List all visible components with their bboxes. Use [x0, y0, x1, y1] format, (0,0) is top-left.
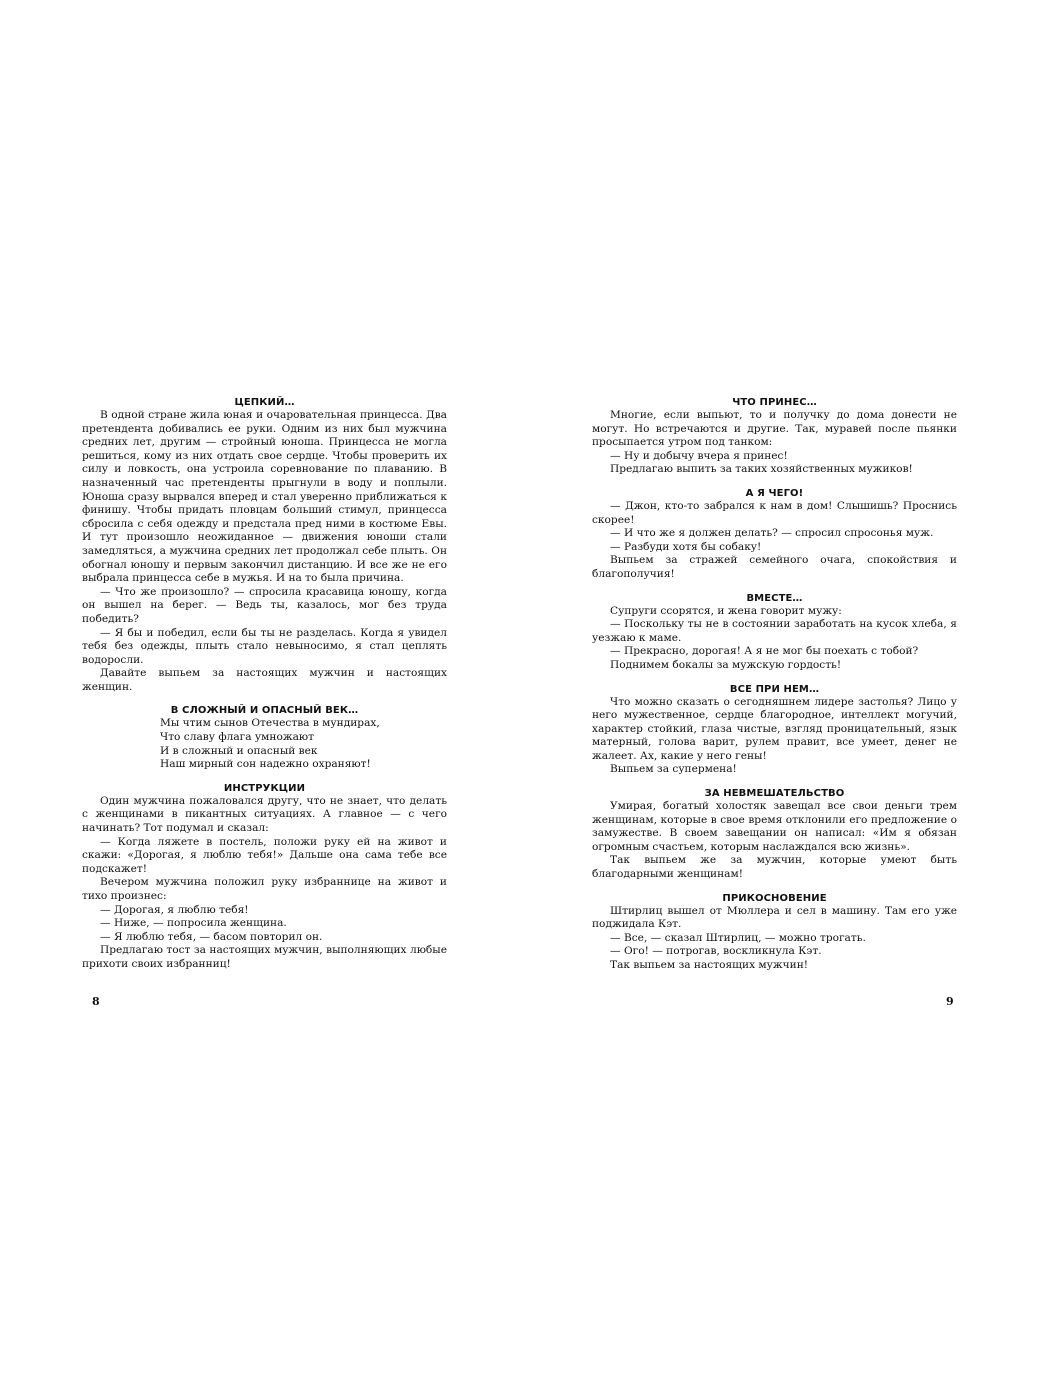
story-instruktsii: [82, 782, 447, 972]
story-paragraph: — Я бы и победил, если бы ты не разделась. Когда я увидел тебя без одежды, плыть стало невыносимо, я стал цеплять водоросли.: [82, 626, 447, 666]
story-title: ЗА НЕВМЕШАТЕЛЬСТВО: [704, 788, 845, 800]
story-prikosnovenie: [592, 892, 957, 973]
story-vmeste: [592, 592, 957, 673]
story-paragraph: — Дорогая, я люблю тебя!: [100, 903, 249, 916]
story-paragraph: Штирлиц вышел от Мюллера и сел в машину. Там его уже поджидала Кэт.: [592, 904, 957, 931]
story-chto-prines: [592, 396, 957, 477]
story-title: ИНСТРУКЦИИ: [223, 782, 306, 794]
story-paragraph: Выпьем за супермена!: [610, 763, 737, 776]
story-paragraph: Так выпьем же за мужчин, которые умеют быть благодарными женщинам!: [592, 854, 957, 881]
story-vse-pri-nem: [592, 683, 957, 778]
poem-line: И в сложный и опасный век: [160, 744, 318, 757]
story-paragraph: Вечером мужчина положил руку избраннице на живот и тихо произнес:: [82, 876, 447, 902]
story-paragraph: — Ну и добычу вчера я принес!: [610, 449, 788, 462]
story-title: ЦЕПКИЙ…: [234, 397, 295, 408]
story-paragraph: Предлагаю тост за настоящих мужчин, выполняющих любые прихоти своих избранниц!: [82, 944, 447, 970]
story-paragraph: В одной стране жила юная и очаровательная принцесса. Два претендента добивались ее руки. Одним из них был мужчина средних лет, другим — стройный юноша. Принцесса не могла решиться, кому из них отдать свое сердце. Чтобы проверить их силу и ловкость, она устроила соревнование по плаванию. В назначенный час претенденты прыгнули в воду и поплыли. Юноша сразу вырвался вперед и стал уверенно приближаться к финишу. Чтобы придать пловцам больший стимул, принцесса сбросила с себя одежду и предстала пред ними в костюме Евы. И тут произошло неожиданное — движения юноши стали замедляться, а мужчина средних лет продолжал себе плыть. Он обогнал юношу и первым закончил дистанцию. И все же не его выбрала принцесса себе в мужья. И на то была причина.: [82, 409, 447, 585]
left-page: [82, 396, 447, 982]
story-title: ЧТО ПРИНЕС…: [732, 397, 817, 408]
story-paragraph: Предлагаю выпить за таких хозяйственных мужиков!: [610, 463, 913, 476]
story-paragraph: — Все, — сказал Штирлиц, — можно трогать.: [610, 931, 866, 944]
story-a-ya-chego: [592, 487, 957, 582]
poem: [160, 717, 447, 771]
poem-line: Мы чтим сынов Отечества в мундирах,: [160, 717, 380, 730]
right-page: [592, 396, 957, 983]
story-paragraph: — Ого! — потрогав, воскликнула Кэт.: [610, 945, 822, 958]
story-paragraph: Супруги ссорятся, и жена говорит мужу:: [610, 604, 842, 617]
story-title: ВМЕСТЕ…: [746, 592, 803, 604]
story-paragraph: Так выпьем за настоящих мужчин!: [610, 959, 809, 971]
story-title: ВСЕ ПРИ НЕМ…: [729, 683, 820, 695]
story-paragraph: Многие, если выпьют, то и получку до дома донести не могут. Но встречаются и другие. Так, муравей после пьянки просыпается утром под танком:: [592, 409, 957, 449]
story-paragraph: — Что же произошло? — спросила красавица юношу, когда он вышел на берег. — Ведь ты, казалось, мог без труда победить?: [82, 585, 447, 625]
story-paragraph: Умирая, богатый холостяк завещал все свои деньги трем женщинам, которые в свое время отклонили его предложение о замужестве. В своем завещании он написал: «Им я обязан огромным счастьем, которым наслаждался всю жизнь».: [592, 800, 957, 853]
story-paragraph: — Поскольку ты не в состоянии заработать на кусок хлеба, я уезжаю к маме.: [592, 618, 957, 644]
story-paragraph: Поднимем бокалы за мужскую гордость!: [610, 658, 842, 671]
story-paragraph: — Я люблю тебя, — басом повторил он.: [100, 930, 323, 943]
story-paragraph: — Джон, кто-то забрался к нам в дом! Слышишь? Проснись скорее!: [592, 499, 957, 526]
story-paragraph: Что можно сказать о сегодняшнем лидере застолья? Лицо у него мужественное, сердце благородное, интеллект могучий, характер стойкий, глаза чистые, взгляд проницательный, язык матерный, голова варит, рулем правит, все умеет, денег не жалеет. Ах, какие у него гены!: [592, 695, 957, 762]
story-title: ПРИКОСНОВЕНИЕ: [722, 892, 827, 904]
story-paragraph: — Прекрасно, дорогая! А я не мог бы поехать с тобой?: [610, 645, 919, 658]
story-paragraph: Один мужчина пожаловался другу, что не знает, что делать с женщинами в пикантных ситуациях. А главное — с чего начинать? Тот подумал и сказал:: [82, 794, 447, 835]
story-paragraph: — И что же я должен делать? — спросил спросонья муж.: [610, 527, 934, 540]
story-tsepkiy: [82, 396, 447, 694]
story-paragraph: — Ниже, — попросила женщина.: [100, 917, 287, 930]
story-title: А Я ЧЕГО!: [745, 487, 804, 499]
page-number-right: 9: [946, 995, 954, 1008]
poem-line: Наш мирный сон надежно охраняют!: [160, 758, 371, 771]
poem-line: Что славу флага умножают: [160, 731, 314, 744]
story-paragraph: — Разбуди хотя бы собаку!: [610, 540, 762, 553]
page-number-left: 8: [92, 995, 100, 1008]
story-title: В СЛОЖНЫЙ И ОПАСНЫЙ ВЕК…: [170, 705, 359, 717]
story-paragraph: Давайте выпьем за настоящих мужчин и настоящих женщин.: [82, 667, 447, 693]
story-paragraph: Выпьем за стражей семейного очага, спокойствия и благополучия!: [592, 554, 957, 580]
story-slozhny-vek: [82, 704, 447, 771]
story-paragraph: — Когда ляжете в постель, положи руку ей на живот и скажи: «Дорогая, я люблю тебя!» Дальше она сама тебе все подскажет!: [82, 835, 447, 875]
story-za-nevmeshatelstvo: [592, 787, 957, 882]
